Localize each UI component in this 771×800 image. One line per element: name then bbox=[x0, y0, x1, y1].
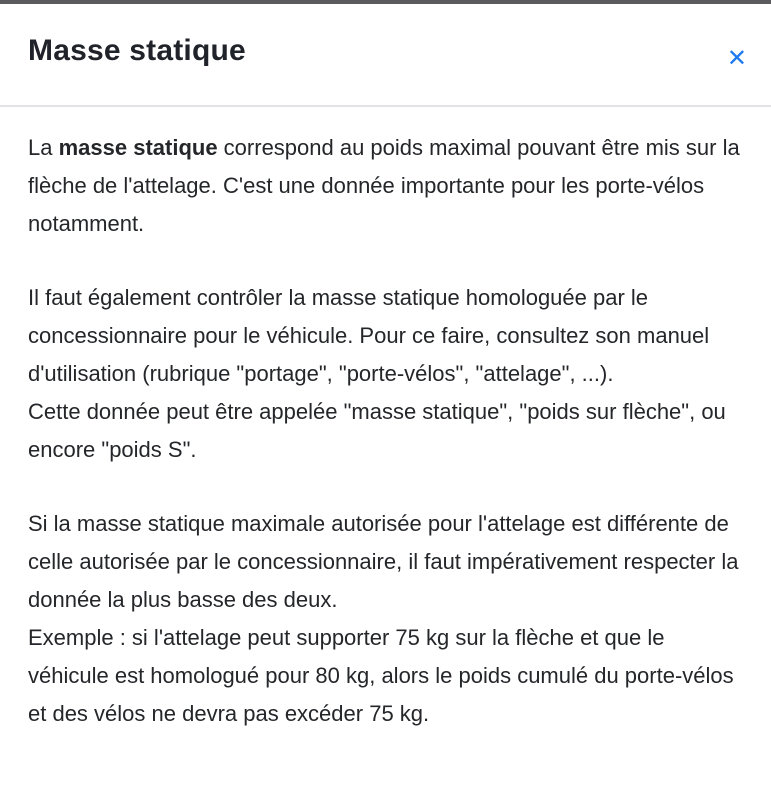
modal-body bbox=[0, 107, 771, 733]
close-icon: ✕ bbox=[726, 44, 747, 72]
paragraph-verification bbox=[28, 279, 743, 469]
paragraph-text: Si la masse statique maximale autorisée pour l'attelage est différente de celle autorisée par le concessionnaire, il faut impérativement respecter la donnée la plus basse des deux. bbox=[28, 511, 739, 612]
paragraph-text: Il faut également contrôler la masse statique homologuée par le concessionnaire pour le véhicule. Pour ce faire, consultez son manuel d'utilisation (rubrique "portage", "porte-vélos", "attelage", ...). bbox=[28, 285, 710, 386]
paragraph-text: Exemple : si l'attelage peut supporter 75 kg sur la flèche et que le véhicule est homologué pour 80 kg, alors le poids cumulé du porte-vélos et des vélos ne devra pas excéder 75 kg. bbox=[28, 625, 734, 726]
paragraph-text: Cette donnée peut être appelée "masse statique", "poids sur flèche", ou encore "poids S". bbox=[28, 399, 726, 462]
modal-header bbox=[0, 4, 771, 105]
modal-title: Masse statique bbox=[28, 34, 246, 67]
bold-term-masse-statique: masse statique bbox=[58, 135, 218, 160]
paragraph-text: correspond au poids maximal pouvant être mis sur la flèche de l'attelage. C'est une donnée importante pour les porte-vélos notamment. bbox=[28, 135, 740, 236]
close-button[interactable] bbox=[723, 44, 751, 72]
paragraph-definition bbox=[28, 129, 743, 243]
paragraph-text: La bbox=[28, 135, 59, 160]
paragraph-example bbox=[28, 505, 743, 733]
